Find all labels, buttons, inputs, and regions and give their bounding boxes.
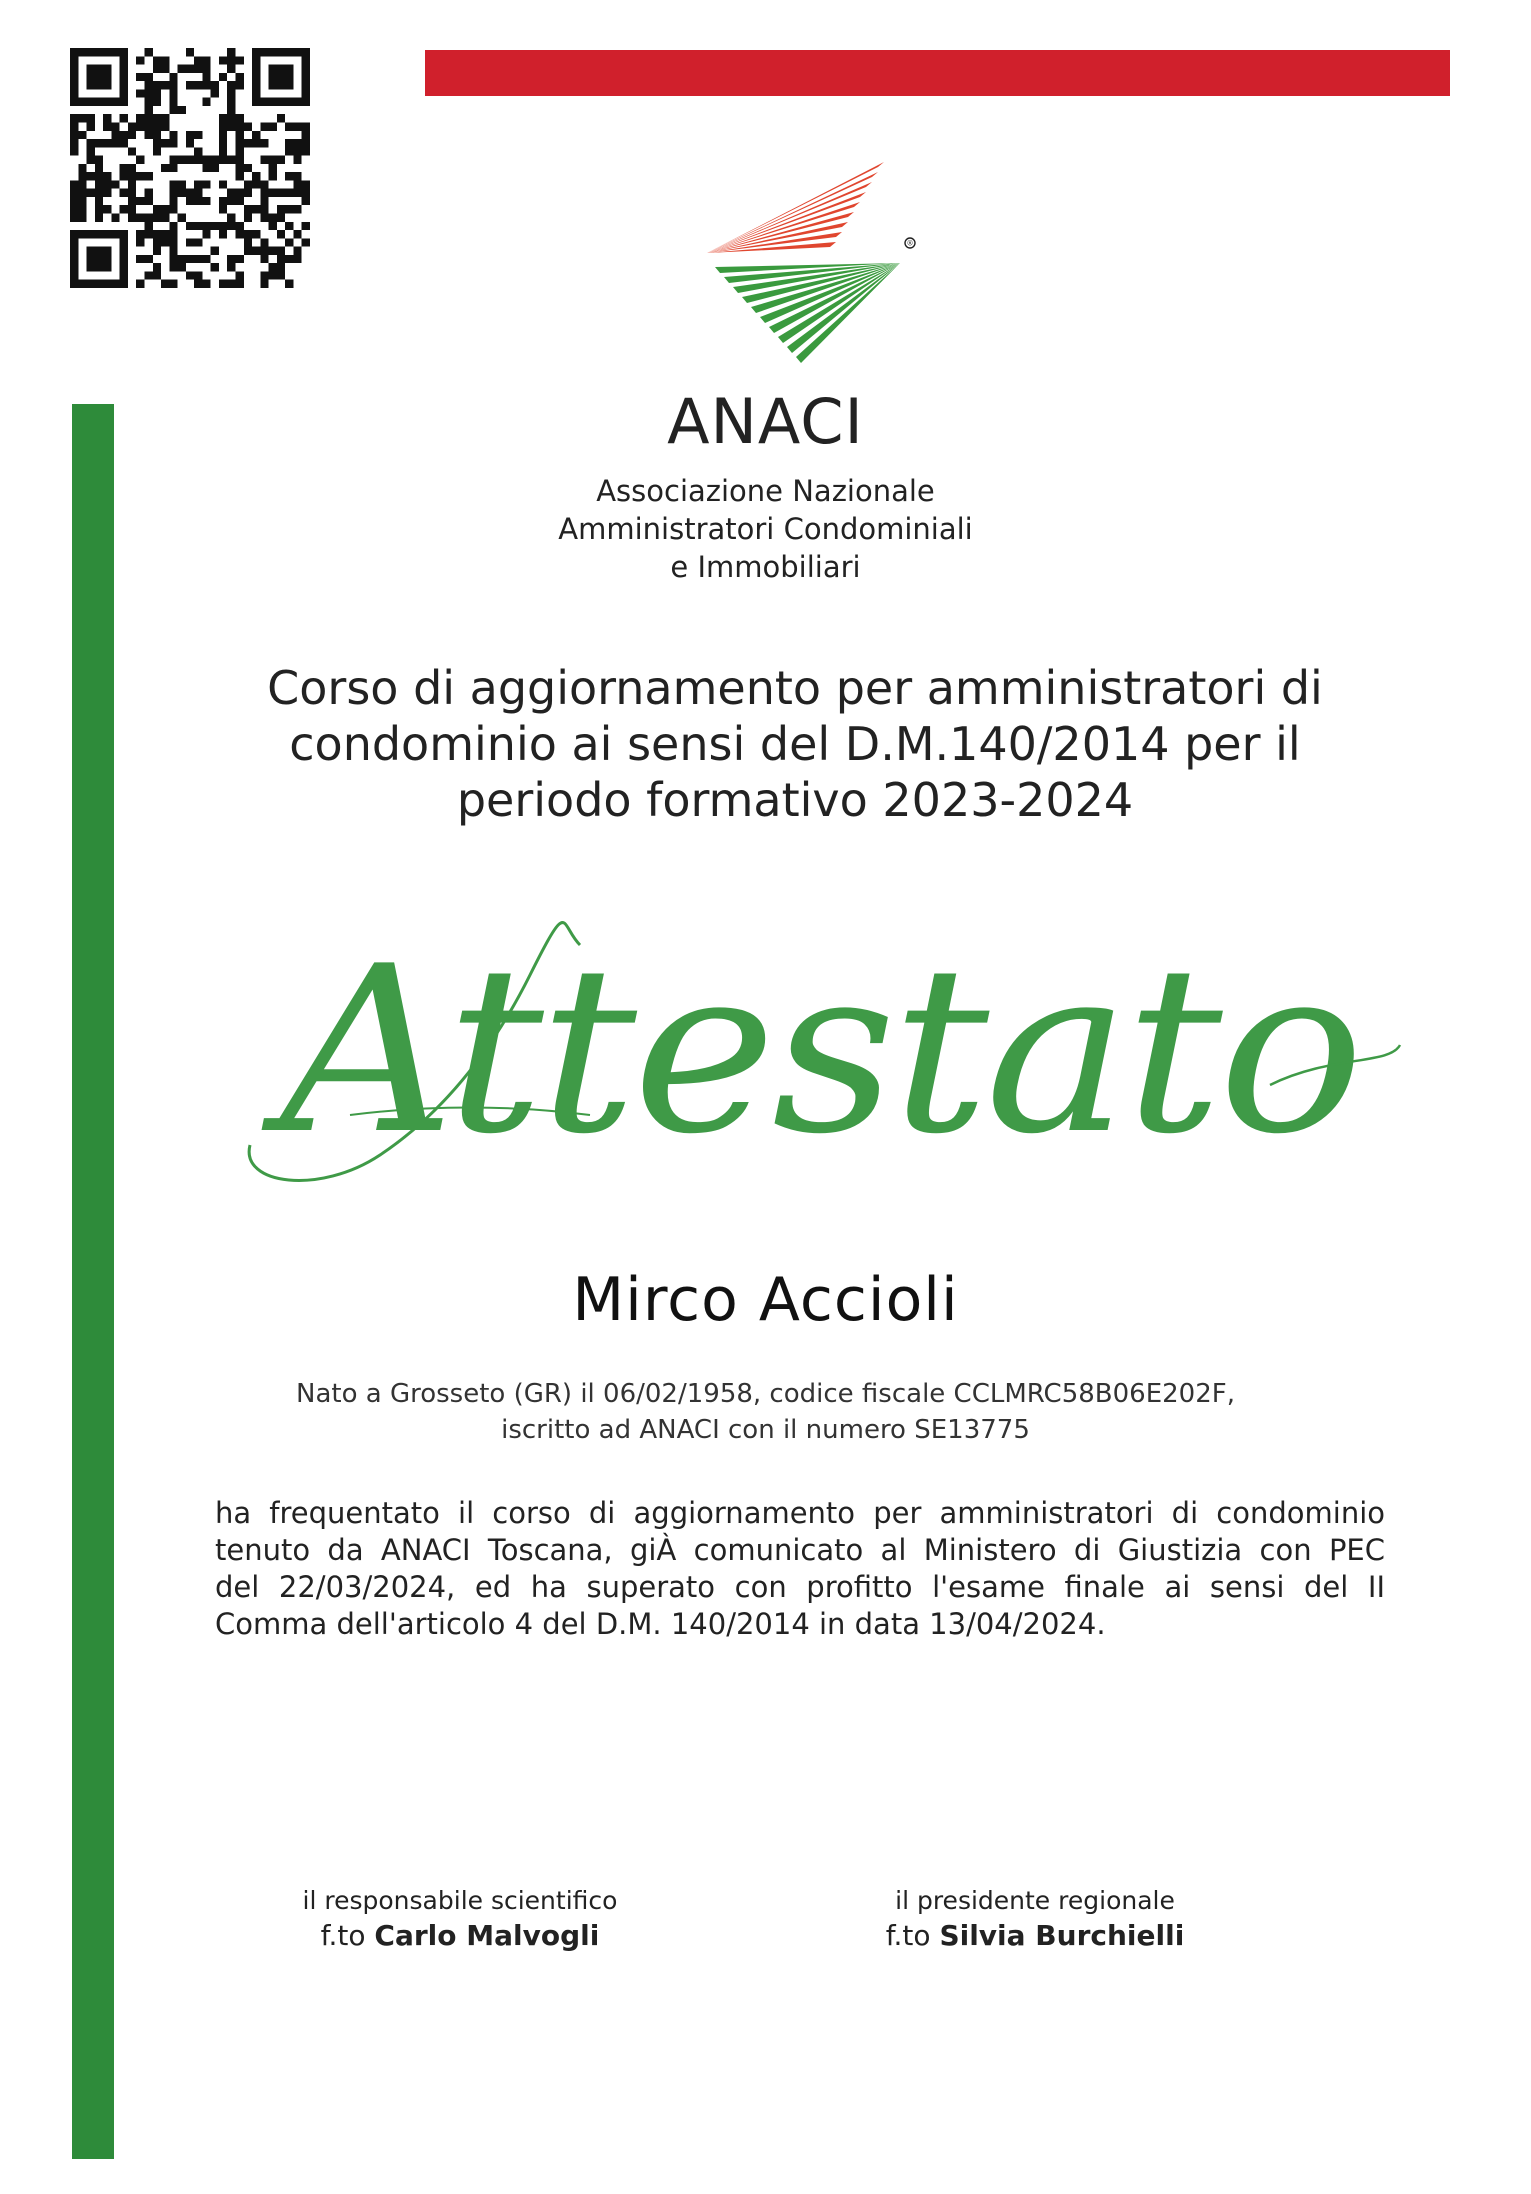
top-red-bar <box>425 50 1450 96</box>
signature-prefix: f.to <box>885 1919 931 1952</box>
signature-role: il presidente regionale <box>895 1886 1175 1915</box>
brand-subtitle-line: e Immobiliari <box>670 550 861 584</box>
brand-subtitle-line: Amministratori Condominiali <box>558 512 973 546</box>
signature-scientific-lead <box>220 1885 700 1955</box>
signature-role: il responsabile scientifico <box>302 1886 618 1915</box>
registered-mark: ® <box>906 239 914 248</box>
recipient-detail-line: iscritto ad ANACI con il numero SE13775 <box>501 1415 1030 1445</box>
signature-name: Silvia Burchielli <box>939 1919 1185 1952</box>
course-title-line: condominio ai sensi del D.M.140/2014 per il <box>289 717 1301 771</box>
course-title-line: Corso di aggiornamento per amministratori di <box>267 661 1323 715</box>
attestato-heading: Attestato <box>261 918 1360 1185</box>
signature-name: Carlo Malvogli <box>374 1919 600 1952</box>
signature-prefix: f.to <box>320 1919 366 1952</box>
brand-subtitle-line: Associazione Nazionale <box>596 474 935 508</box>
brand-name: ANACI <box>667 385 864 458</box>
body-line: tenuto da ANACI Toscana, giÀ comunicato al Ministero di Giustizia con PEC <box>215 1533 1385 1567</box>
body-line: del 22/03/2024, ed ha superato con profitto l'esame finale ai sensi del II <box>215 1570 1385 1604</box>
body-line: ha frequentato il corso di aggiornamento per amministratori di condominio <box>215 1496 1385 1530</box>
recipient-name: Mirco Accioli <box>572 1265 959 1335</box>
qr-code-icon <box>70 48 310 288</box>
signature-line <box>795 1917 1275 1955</box>
body-line: Comma dell'articolo 4 del D.M. 140/2014 in data 13/04/2024. <box>215 1607 1106 1641</box>
signature-regional-president <box>795 1885 1275 1955</box>
recipient-detail-line: Nato a Grosseto (GR) il 06/02/1958, codice fiscale CCLMRC58B06E202F, <box>296 1379 1235 1409</box>
course-title-line: periodo formativo 2023-2024 <box>456 773 1134 827</box>
certificate-body <box>215 1495 1385 1643</box>
certificate-heading <box>230 905 1410 1205</box>
anaci-fan-logo-icon <box>685 135 925 375</box>
signature-line <box>220 1917 700 1955</box>
course-title <box>210 660 1380 828</box>
